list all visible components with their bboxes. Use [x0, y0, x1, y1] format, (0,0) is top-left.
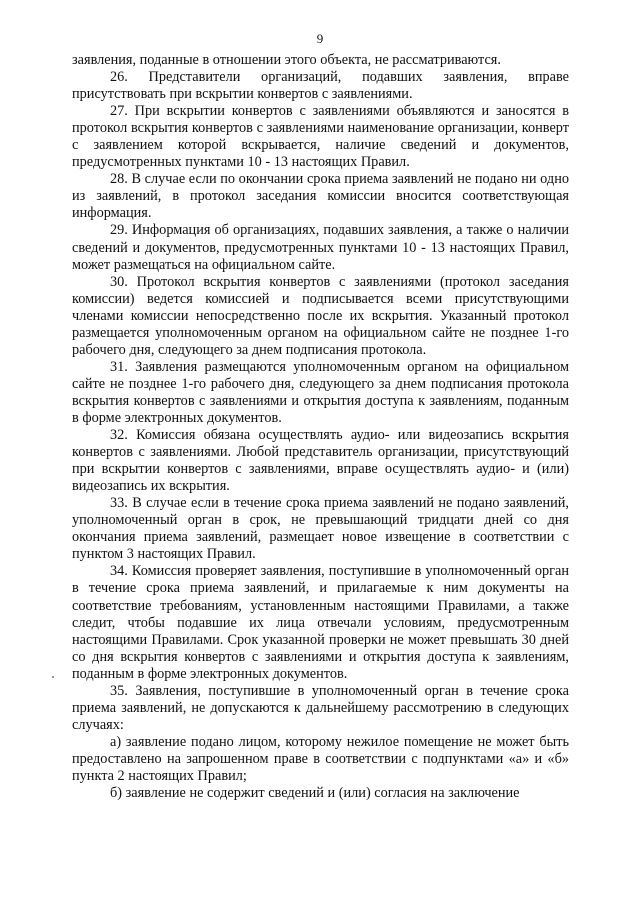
document-body [72, 52, 569, 802]
paragraph-34: 34. Комиссия проверяет заявления, поступившие в уполномоченный орган в течение срока приема заявлений, и прилагаемые к ним документы на соответствие требованиям, установленным настоящими Правилами, а также следит, чтобы подавшие их лица отвечали условиям, предусмотренным настоящими Правилами. Срок указанной проверки не может превышать 30 дней со дня вскрытия конвертов с заявлениями и открытия доступа к заявлениям, поданным в форме электронных документов. [72, 563, 569, 682]
paragraph-30: 30. Протокол вскрытия конвертов с заявлениями (протокол заседания комиссии) ведется комиссией и подписывается всеми присутствующими членами комиссии непосредственно после их вскрытия. Указанный протокол размещается уполномоченным органом на официальном сайте не позднее 1-го рабочего дня, следующего за днем подписания протокола. [72, 273, 569, 358]
scan-speck [52, 676, 54, 678]
paragraph-31: 31. Заявления размещаются уполномоченным органом на официальном сайте не позднее 1-го рабочего дня, следующего за днем подписания протокола вскрытия конвертов с заявлениями и открытия доступа к заявлениям, поданным в форме электронных документов. [72, 358, 569, 426]
paragraph-29: 29. Информация об организациях, подавших заявления, а также о наличии сведений и документов, предусмотренных пунктами 10 - 13 настоящих Правил, может размещаться на официальном сайте. [72, 222, 569, 273]
subparagraph-a: а) заявление подано лицом, которому нежилое помещение не может быть предоставлено на запрошенном праве в соответствии с подпунктами «а» и «б» пункта 2 настоящих Правил; [72, 733, 569, 784]
paragraph-33: 33. В случае если в течение срока приема заявлений не подано заявлений, уполномоченный орган в срок, не превышающий тридцати дней со дня окончания приема заявлений, размещает новое извещение в соответствии с пунктом 3 настоящих Правил. [72, 495, 569, 563]
paragraph-26: 26. Представители организаций, подавших заявления, вправе присутствовать при вскрытии конвертов с заявлениями. [72, 69, 569, 103]
page-number: 9 [316, 31, 324, 46]
paragraph-32: 32. Комиссия обязана осуществлять аудио- или видеозапись вскрытия конвертов с заявлениями. Любой представитель организации, присутствующий при вскрытии конвертов с заявлениями, вправе осуществлять аудио- и (или) видеозапись их вскрытия. [72, 427, 569, 495]
paragraph-27: 27. При вскрытии конвертов с заявлениями объявляются и заносятся в протокол вскрытия конвертов с заявлениями наименование организации, конверт с заявлением которой вскрывается, наличие сведений и документов, предусмотренных пунктами 10 - 13 настоящих Правил. [72, 103, 569, 171]
paragraph-35: 35. Заявления, поступившие в уполномоченный орган в течение срока приема заявлений, не допускаются к дальнейшему рассмотрению в следующих случаях: [72, 682, 569, 733]
subparagraph-b: б) заявление не содержит сведений и (или) согласия на заключение [110, 785, 520, 802]
paragraph-28: 28. В случае если по окончании срока приема заявлений не подано ни одно из заявлений, в протокол заседания комиссии вносится соответствующая информация. [72, 171, 569, 222]
paragraph-continuation: заявления, поданные в отношении этого объекта, не рассматриваются. [72, 52, 501, 68]
